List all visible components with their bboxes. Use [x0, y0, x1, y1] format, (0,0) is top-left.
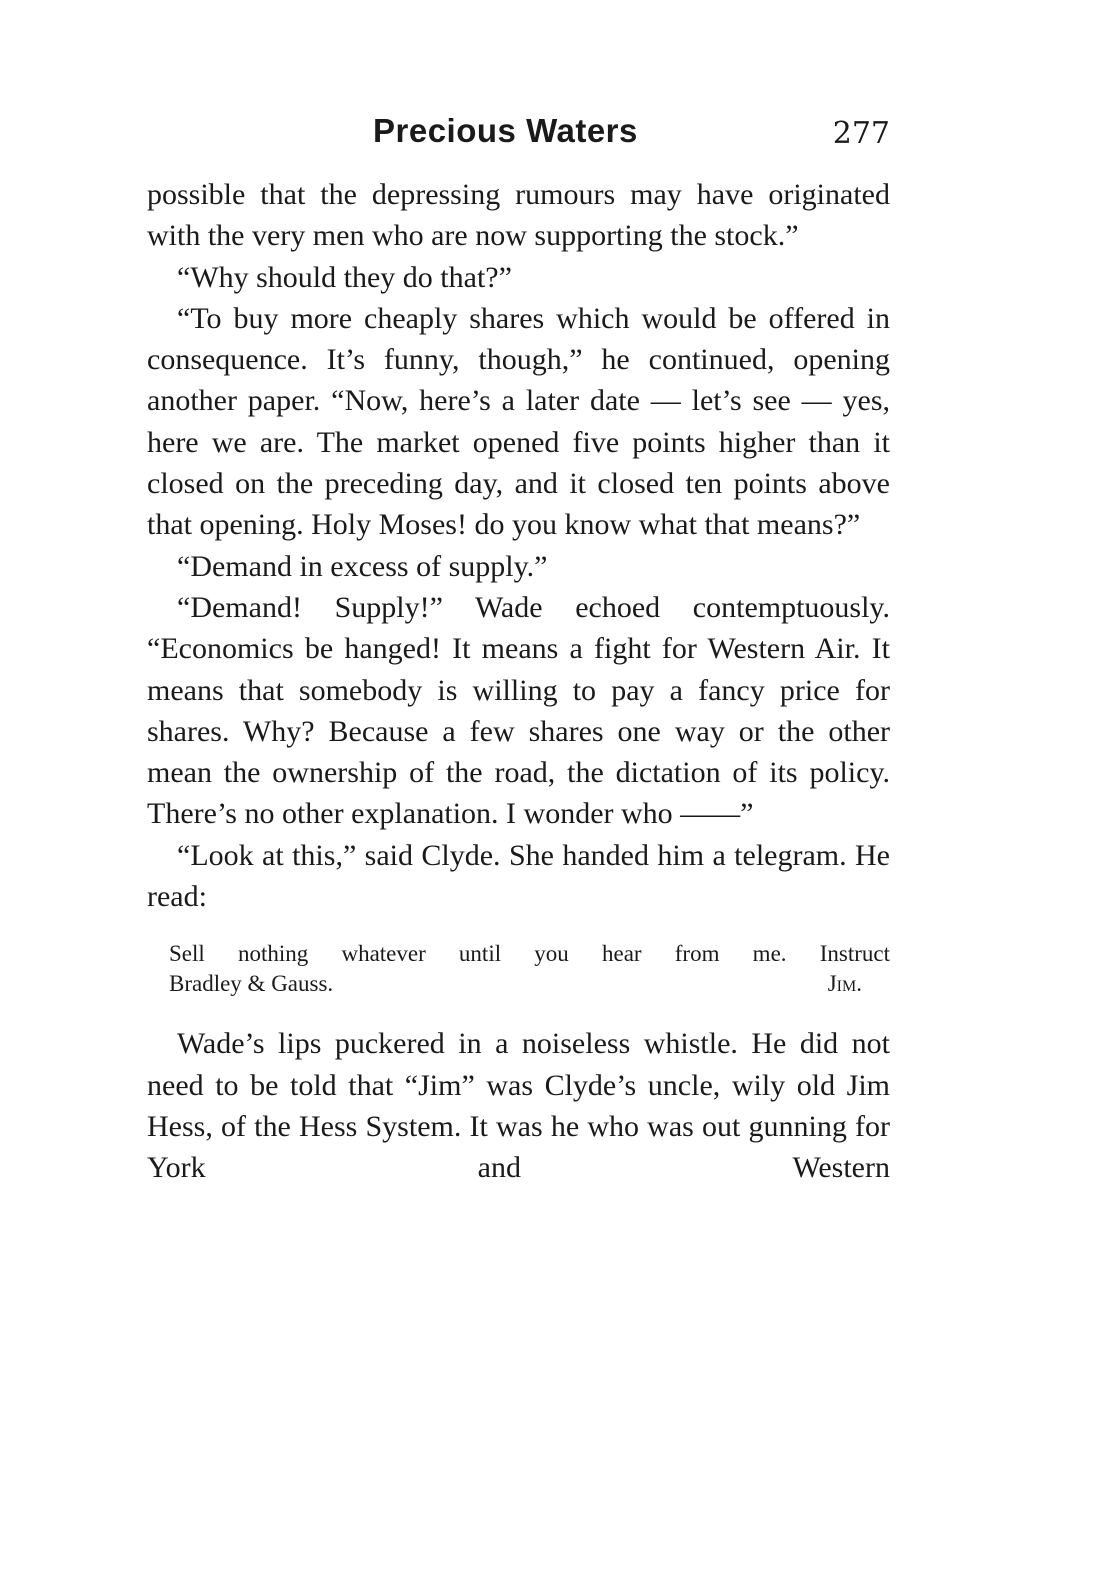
telegram-last-line — [169, 969, 890, 999]
closing-paragraph: Wade’s lips puckered in a noiseless whistle. He did not need to be told that “Jim” was Clyde’s uncle, wily old Jim Hess, of the Hess System. It was he who was out gunning for York and Western — [147, 1027, 890, 1185]
telegram-line: Bradley & Gauss. — [169, 971, 334, 997]
telegram-quote — [169, 939, 890, 999]
telegram-signature: Jim. — [827, 971, 862, 997]
running-title: Precious Waters — [373, 112, 638, 149]
paragraph: “To buy more cheaply shares which would be offered in consequence. It’s funny, though,” he continued, opening another paper. “Now, here’s a later date — let’s see — yes, here we are. The market opened five points higher than it closed on the preceding day, and it closed ten points above that opening. Holy Moses! do you know what that means?” — [147, 301, 890, 542]
running-head — [147, 112, 890, 160]
paragraph: “Demand in excess of supply.” — [177, 549, 548, 583]
paragraph: “Why should they do that?” — [177, 260, 512, 294]
paragraph: “Demand! Supply!” Wade echoed contemptuously. “Economics be hanged! It means a fight for Western Air. It means that somebody is willing to pay a fancy price for shares. Why? Because a few shares one way or the other mean the ownership of the road, the dictation of its policy. There’s no other explanation. I wonder who ——” — [147, 590, 890, 831]
telegram-line: Sell nothing whatever until you hear from me. Instruct — [169, 941, 890, 967]
paragraph: “Look at this,” said Clyde. She handed him a telegram. He read: — [147, 838, 890, 914]
body-text — [147, 174, 890, 1189]
paragraph: possible that the depressing rumours may have originated with the very men who are now supporting the stock.” — [147, 178, 890, 253]
page-number: 277 — [832, 116, 890, 151]
